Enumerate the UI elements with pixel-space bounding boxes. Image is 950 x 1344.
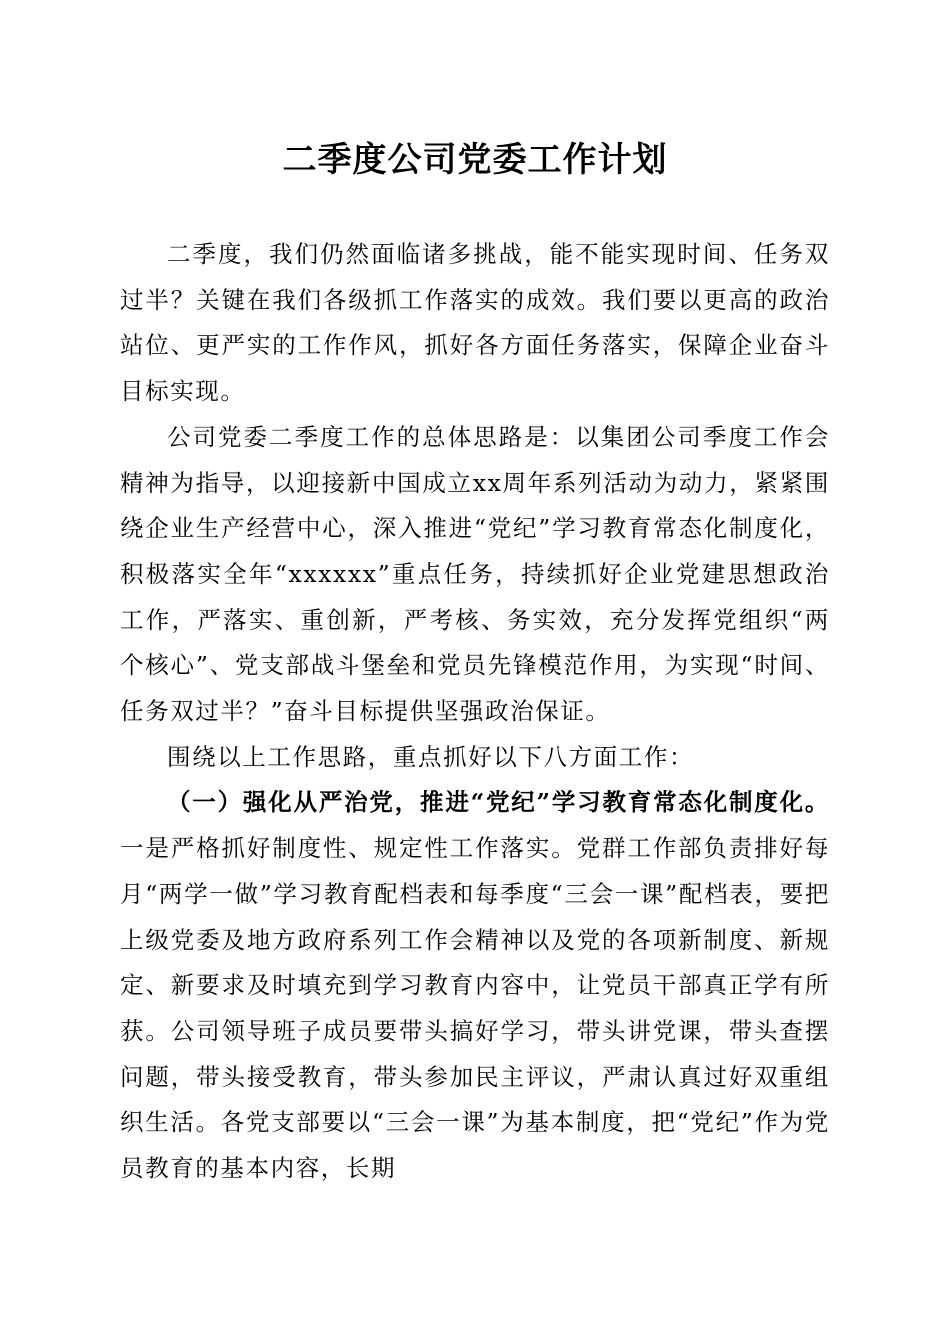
paragraph-eight-tasks-intro: 围绕以上工作思路，重点抓好以下八方面工作：: [167, 742, 695, 771]
section-one-heading: （一）强化从严治党，推进“党纪”学习教育常态化制度化。: [167, 788, 830, 817]
document-body: [120, 232, 830, 1192]
paragraph-section-one: [120, 780, 830, 1191]
section-one-body: 一是严格抓好制度性、规定性工作落实。党群工作部负责排好每月“两学一做”学习教育配档表和每季度“三会一课”配档表，要把上级党委及地方政府系列工作会精神以及党的各项新制度、新规定、新要求及时填充到学习教育内容中，让党员干部真正学有所获。公司领导班子成员要带头搞好学习，带头讲党课，带头查摆问题，带头接受教育，带头参加民主评议，严肃认真过好双重组织生活。各党支部要以“三会一课”为基本制度，把“党纪”作为党员教育的基本内容，长期: [120, 834, 830, 1183]
paragraph-overall-approach: 公司党委二季度工作的总体思路是：以集团公司季度工作会精神为指导，以迎接新中国成立xx周年系列活动为动力，紧紧围绕企业生产经营中心，深入推进“党纪”学习教育常态化制度化，积极落实全年“xxxxxx”重点任务，持续抓好企业党建思想政治工作，严落实、重创新，严考核、务实效，充分发挥党组织“两个核心”、党支部战斗堡垒和党员先锋模范作用，为实现“时间、任务双过半？”奋斗目标提供坚强政治保证。: [120, 422, 830, 726]
document-title: 二季度公司党委工作计划: [282, 140, 668, 180]
paragraph-intro: 二季度，我们仍然面临诸多挑战，能不能实现时间、任务双过半？关键在我们各级抓工作落实的成效。我们要以更高的政治站位、更严实的工作作风，抓好各方面任务落实，保障企业奋斗目标实现。: [120, 240, 830, 406]
